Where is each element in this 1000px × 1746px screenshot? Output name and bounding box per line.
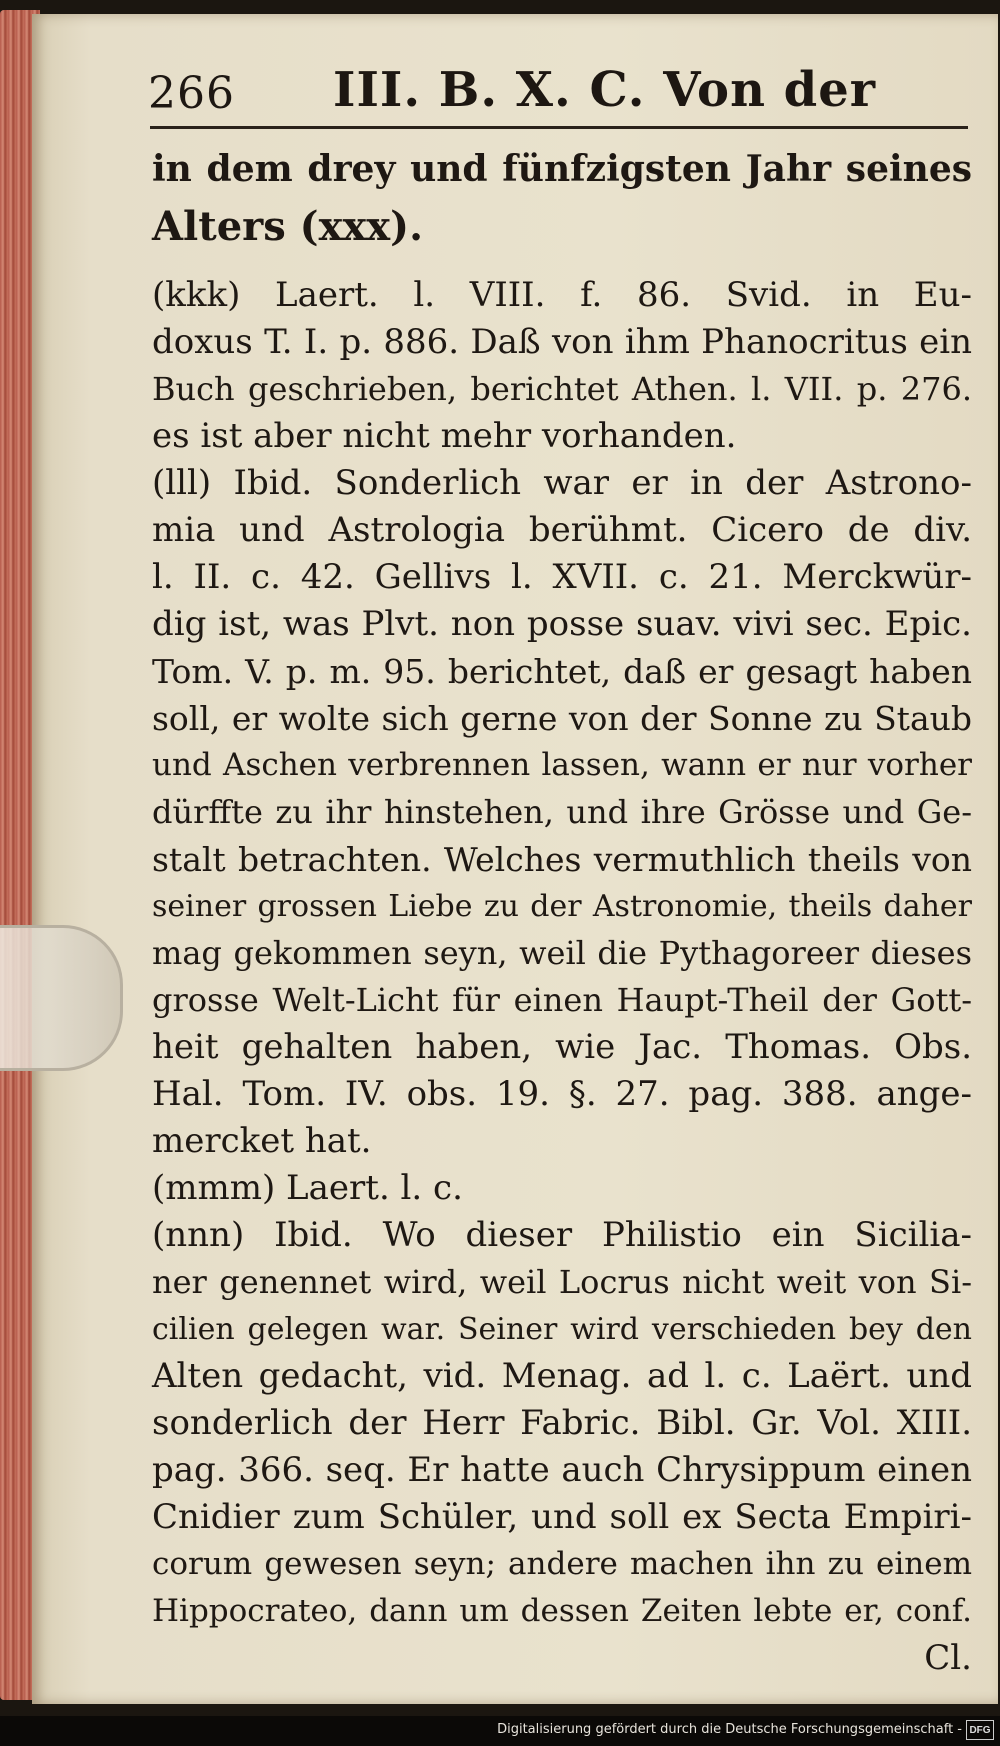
main-text-line: in dem drey und fünfzigsten Jahr seines (152, 148, 972, 190)
page-header (148, 60, 968, 126)
footnote-line: seiner grossen Liebe zu der Astronomie, theils daher (152, 889, 972, 924)
header-rule (150, 126, 968, 129)
catchword: Cl. (924, 1638, 972, 1678)
footnote-line: (lll) Ibid. Sonderlich war er in der Astrono- (152, 463, 972, 503)
footnote-line: Buch geschrieben, berichtet Athen. l. VII. p. 276. (152, 370, 972, 408)
digitization-footer (0, 1716, 1000, 1746)
footnotes (152, 272, 972, 1682)
footnote-line: mia und Astrologia berühmt. Cicero de div. (152, 510, 972, 550)
footnote-line: (nnn) Ibid. Wo dieser Philistio ein Sicilia- (152, 1215, 972, 1255)
footnote-line: soll, er wolte sich gerne von der Sonne zu Staub (152, 699, 972, 738)
footnote-line: dürffte zu ihr hinstehen, und ihre Grösse und Ge- (152, 793, 972, 831)
footnote-line: (mmm) Laert. l. c. (152, 1168, 463, 1208)
footnote-line: (kkk) Laert. l. VIII. f. 86. Svid. in Eu- (152, 275, 972, 315)
footnote-line: sonderlich der Herr Fabric. Bibl. Gr. Vol. XIII. (152, 1403, 972, 1443)
footnote-line: mercket hat. (152, 1121, 372, 1161)
footnote-line: Cnidier zum Schüler, und soll ex Secta Empiri- (152, 1497, 972, 1537)
footnote-line: heit gehalten haben, wie Jac. Thomas. Obs. (152, 1027, 972, 1067)
page-number: 266 (148, 68, 235, 119)
main-text (152, 140, 972, 256)
footnote-line: stalt betrachten. Welches vermuthlich theils von (152, 840, 972, 879)
footnote-line: cilien gelegen war. Seiner wird verschieden bey den (152, 1312, 972, 1347)
dfg-logo-icon: DFG (966, 1720, 994, 1740)
footnote-line: und Aschen verbrennen lassen, wann er nur vorher (152, 747, 972, 783)
footnote-line: es ist aber nicht mehr vorhanden. (152, 416, 737, 456)
page-text (152, 140, 972, 1682)
page-clip (0, 925, 123, 1071)
funding-credit: Digitalisierung gefördert durch die Deutsche Forschungsgemeinschaft - (497, 1722, 962, 1737)
footnote-line: ner genennet wird, weil Locrus nicht weit von Si- (152, 1263, 972, 1301)
footnote-line: Hal. Tom. IV. obs. 19. §. 27. pag. 388. ange- (152, 1074, 972, 1114)
footnote-line: doxus T. I. p. 886. Daß von ihm Phanocritus ein (152, 322, 972, 362)
footnote-line: Tom. V. p. m. 95. berichtet, daß er gesagt haben (152, 652, 972, 691)
footnote-line: Hippocrateo, dann um dessen Zeiten lebte er, conf. (152, 1593, 972, 1629)
footnote-line: corum gewesen seyn; andere machen ihn zu einem (152, 1546, 972, 1582)
footnote-line: mag gekommen seyn, weil die Pythagoreer dieses (152, 934, 972, 972)
footnote-line: l. II. c. 42. Gellivs l. XVII. c. 21. Merckwür- (152, 557, 972, 597)
footnote-line: dig ist, was Plvt. non posse suav. vivi sec. Epic. (152, 604, 972, 644)
running-head: III. B. X. C. Von der (333, 62, 877, 118)
footnote-line: pag. 366. seq. Er hatte auch Chrysippum einen (152, 1450, 972, 1490)
main-text-line: Alters (xxx). (152, 203, 423, 250)
spacer (152, 256, 972, 272)
footnote-line: Alten gedacht, vid. Menag. ad l. c. Laërt. und (152, 1356, 972, 1396)
footnote-line: grosse Welt-Licht für einen Haupt-Theil der Gott- (152, 981, 972, 1019)
